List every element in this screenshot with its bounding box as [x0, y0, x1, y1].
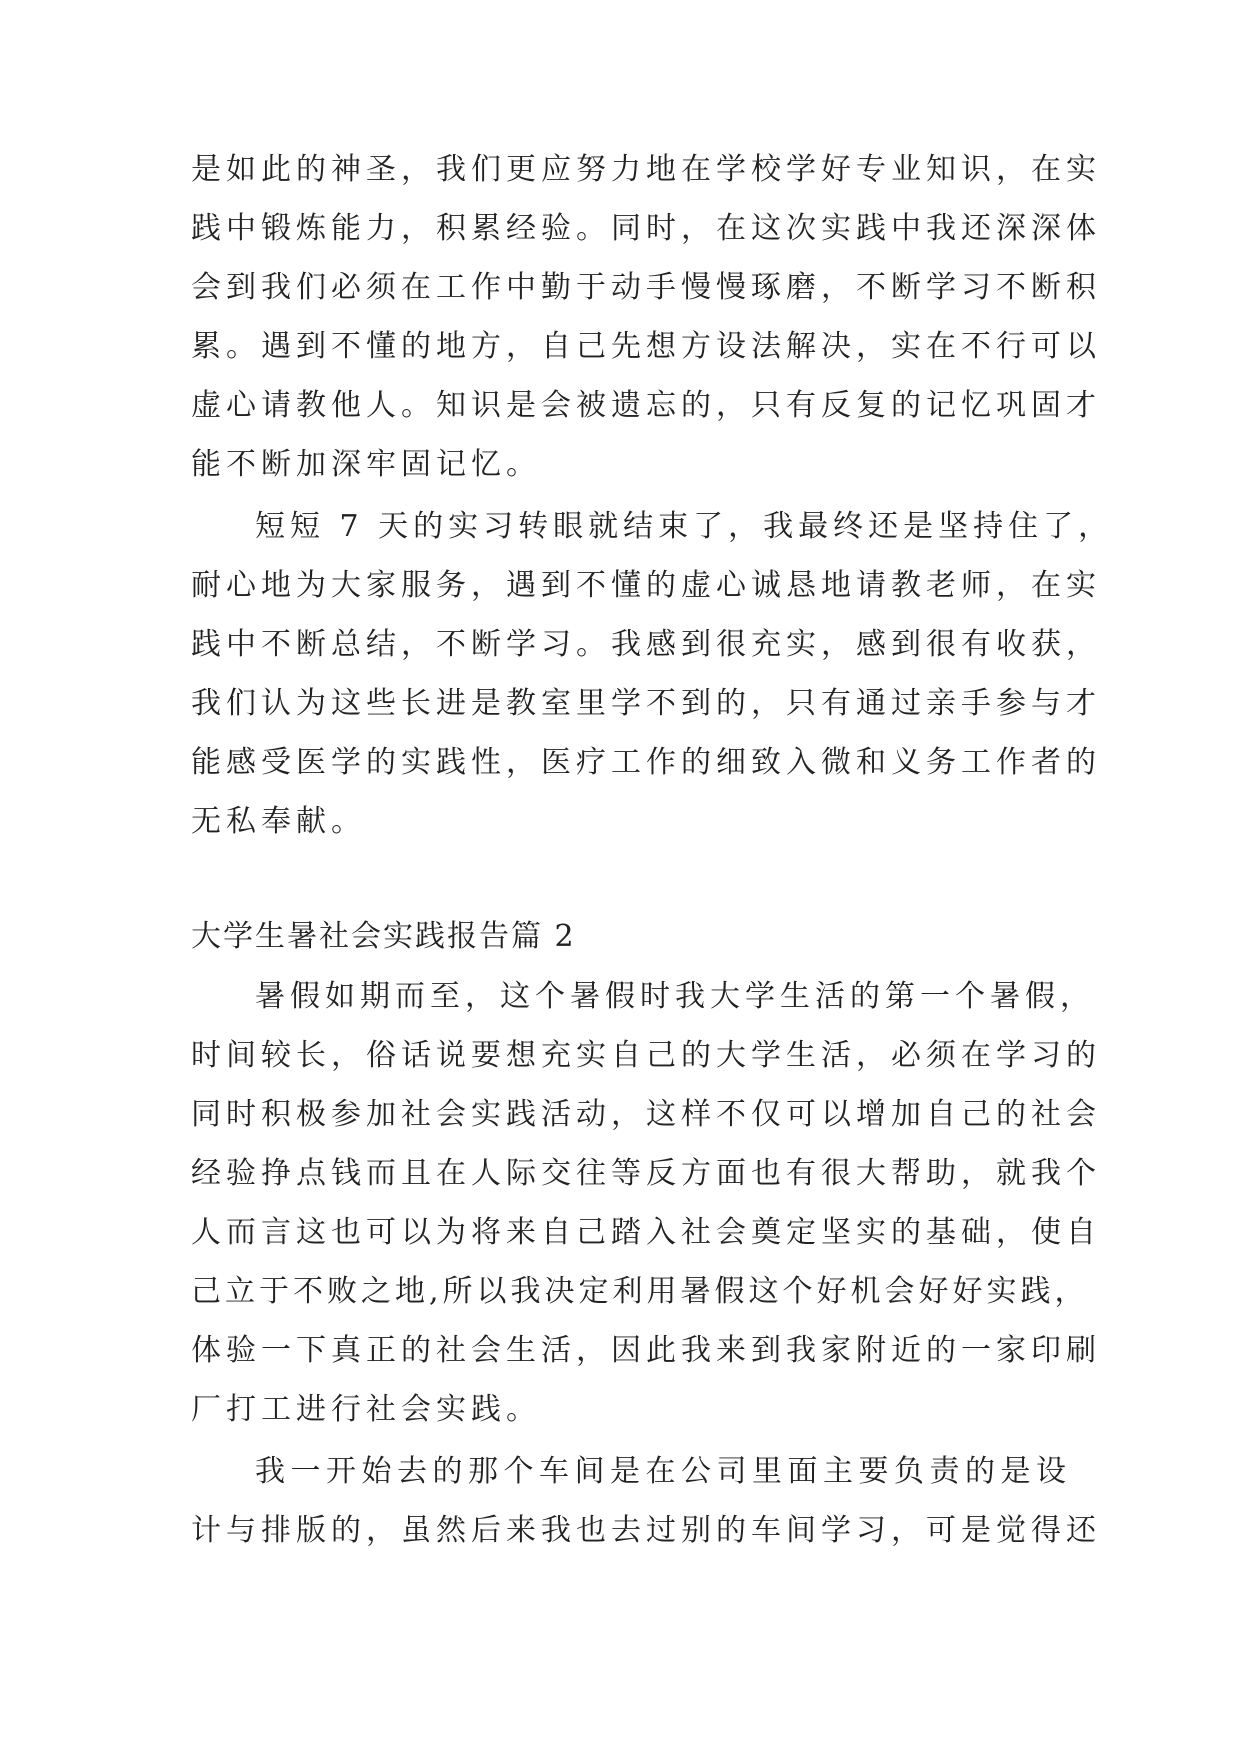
section-paragraph-1-line-6: 己立于不败之地,所以我决定利用暑假这个好机会好好实践，	[191, 1274, 1089, 1309]
section-paragraph-1-line-3: 同时积极参加社会实践活动，这样不仅可以增加自己的社会	[191, 1097, 1101, 1132]
section-heading: 大学生暑社会实践报告篇 2	[191, 919, 576, 954]
paragraph-1-line-5: 虚心请教他人。知识是会被遗忘的，只有反复的记忆巩固才	[191, 388, 1101, 423]
section-paragraph-1-line-2: 时间较长，俗话说要想充实自己的大学生活，必须在学习的	[191, 1038, 1101, 1073]
section-paragraph-1-line-5: 人而言这也可以为将来自己踏入社会奠定坚实的基础，使自	[191, 1215, 1101, 1250]
section-paragraph-1-line-1: 暑假如期而至，这个暑假时我大学生活的第一个暑假，	[255, 979, 1095, 1014]
paragraph-1-line-4: 累。遇到不懂的地方，自己先想方设法解决，实在不行可以	[191, 329, 1101, 364]
paragraph-2-line-1: 短短 7 天的实习转眼就结束了，我最终还是坚持住了，	[255, 509, 1114, 544]
paragraph-1-line-2: 践中锻炼能力，积累经验。同时，在这次实践中我还深深体	[191, 211, 1101, 246]
paragraph-2-line-5: 能感受医学的实践性，医疗工作的细致入微和义务工作者的	[191, 745, 1101, 780]
section-paragraph-1-line-4: 经验挣点钱而且在人际交往等反方面也有很大帮助，就我个	[191, 1156, 1101, 1191]
paragraph-1-line-1: 是如此的神圣，我们更应努力地在学校学好专业知识，在实	[191, 152, 1101, 187]
section-paragraph-1-line-8: 厂打工进行社会实践。	[191, 1392, 541, 1427]
section-paragraph-1-line-7: 体验一下真正的社会生活，因此我来到我家附近的一家印刷	[191, 1333, 1101, 1368]
section-paragraph-2-line-1: 我一开始去的那个车间是在公司里面主要负责的是设	[255, 1454, 1071, 1489]
paragraph-2-line-3: 践中不断总结，不断学习。我感到很充实，感到很有收获，	[191, 627, 1101, 662]
paragraph-2-line-6: 无私奉献。	[191, 804, 366, 839]
paragraph-1-line-6: 能不断加深牢固记忆。	[191, 447, 541, 482]
section-paragraph-2-line-2: 计与排版的，虽然后来我也去过别的车间学习，可是觉得还	[191, 1513, 1101, 1548]
paragraph-1-line-3: 会到我们必须在工作中勤于动手慢慢琢磨，不断学习不断积	[191, 270, 1101, 305]
paragraph-2-line-4: 我们认为这些长进是教室里学不到的，只有通过亲手参与才	[191, 686, 1101, 721]
paragraph-2-line-2: 耐心地为大家服务，遇到不懂的虚心诚恳地请教老师，在实	[191, 568, 1101, 603]
